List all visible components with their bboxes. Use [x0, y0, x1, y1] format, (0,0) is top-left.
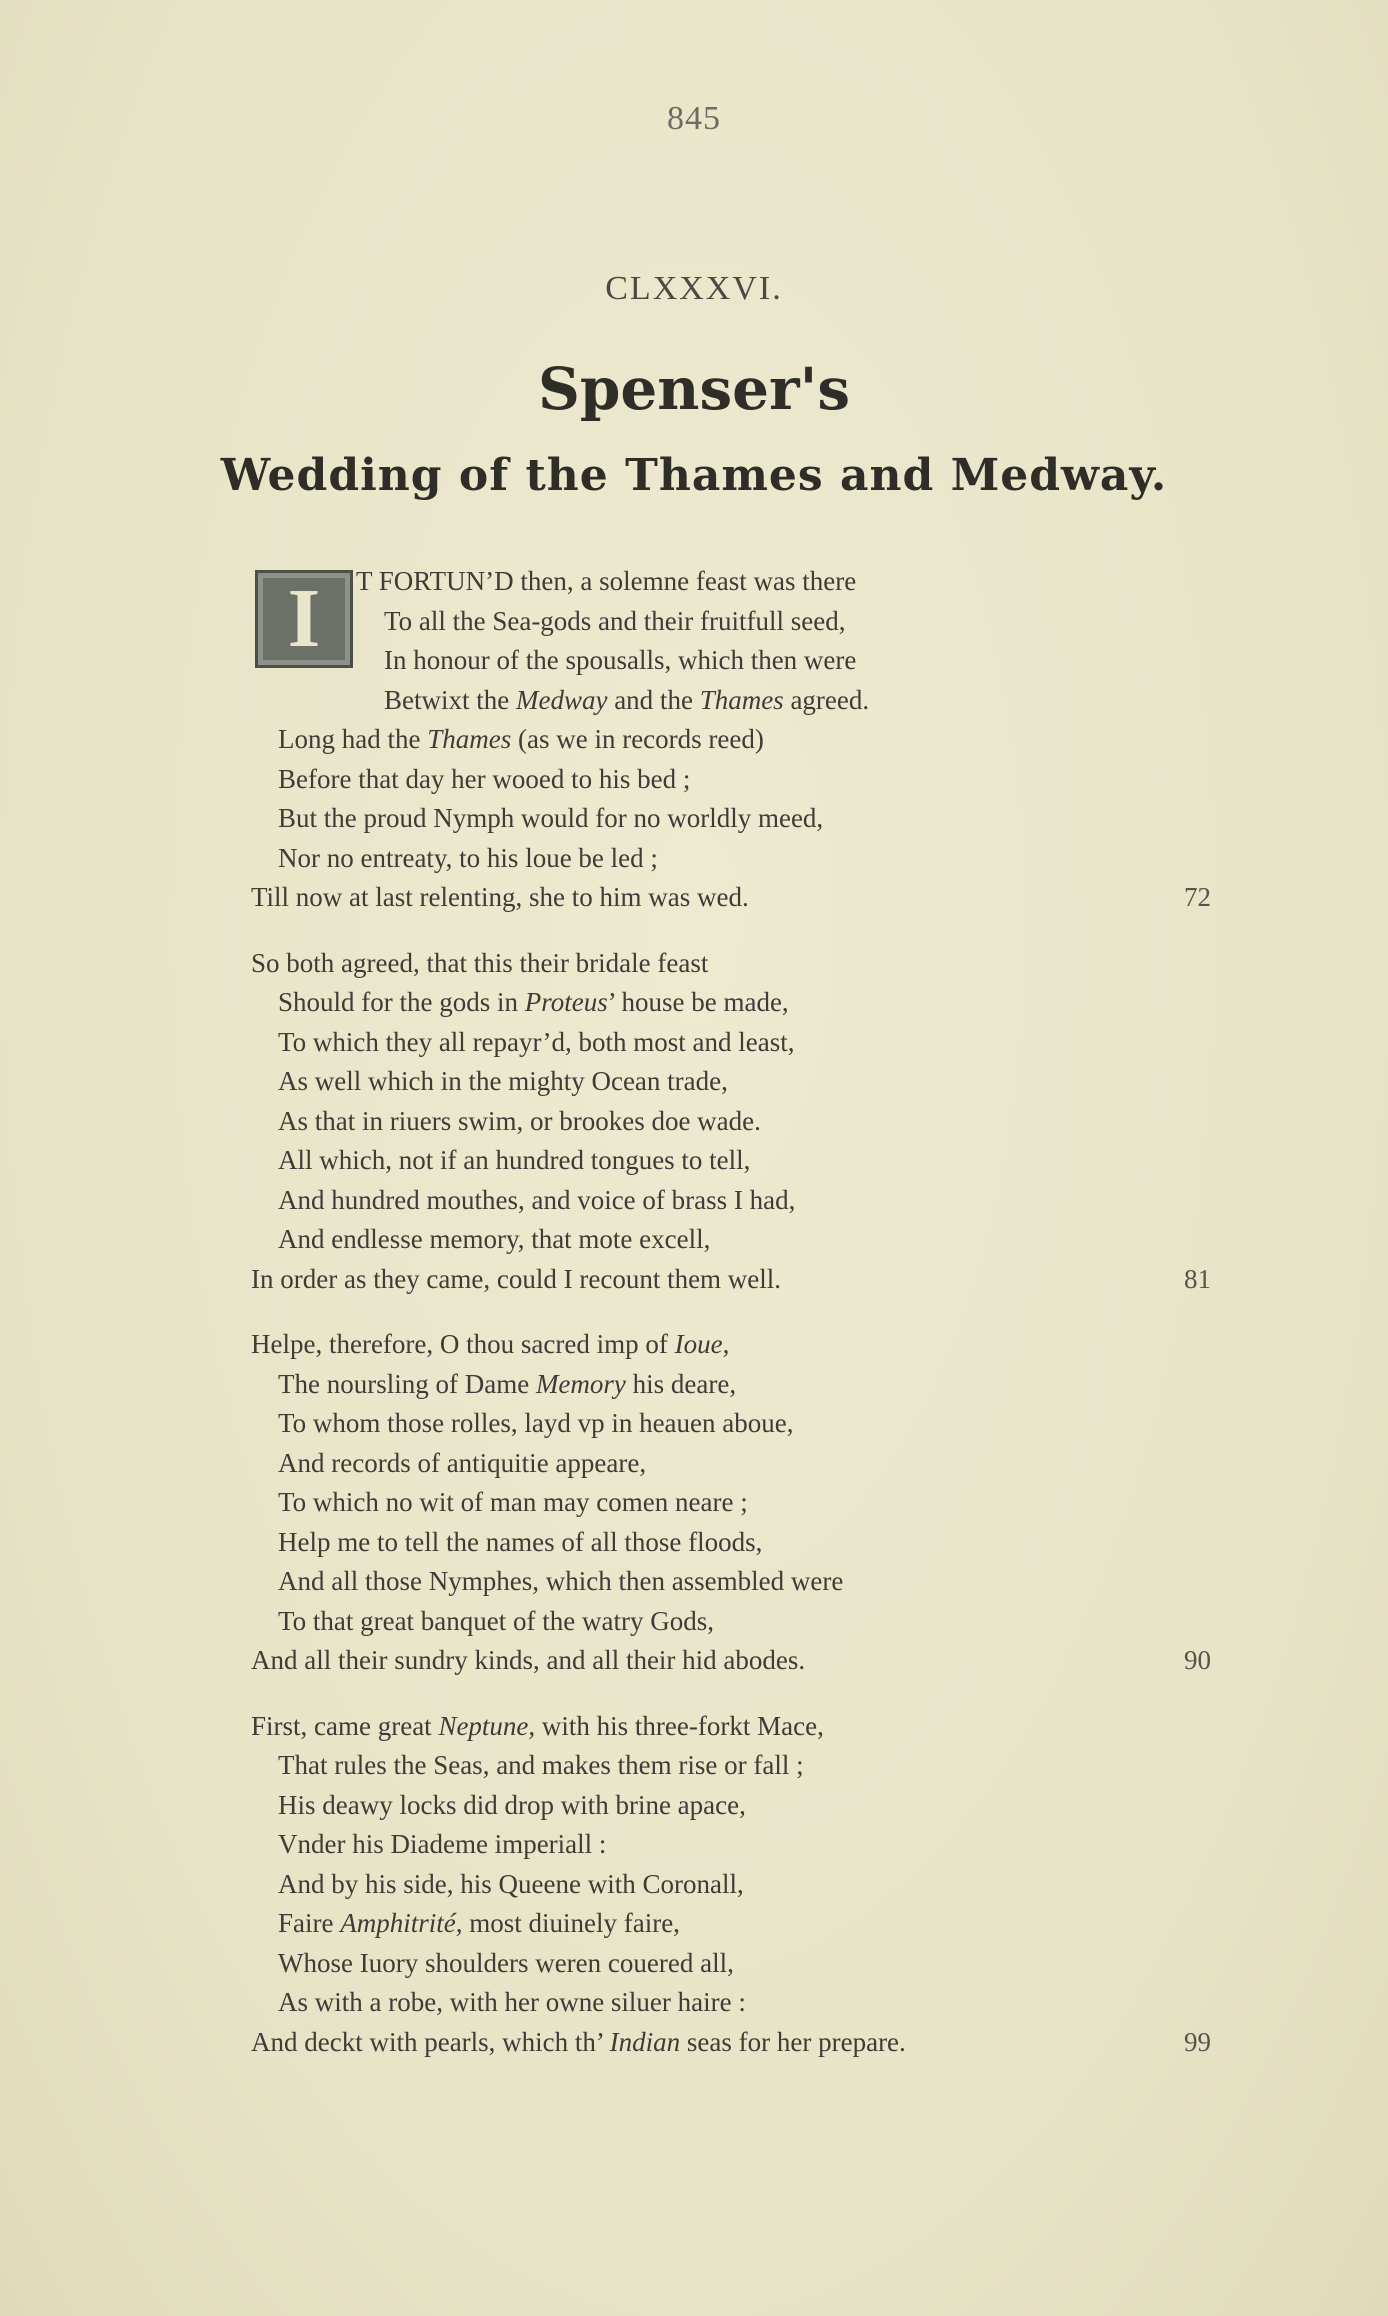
italic-text: Thames	[699, 684, 784, 715]
verse-line	[251, 1404, 1231, 1444]
verse-text: Before that day her wooed to his bed ;	[278, 763, 691, 794]
verse-text: T FORTUN’D then, a solemne feast was there	[356, 566, 857, 596]
verse-line	[251, 760, 1231, 800]
verse-line	[251, 1483, 1231, 1523]
line-number: 81	[1184, 1263, 1211, 1294]
verse-text: seas for her prepare.	[680, 2026, 906, 2057]
verse-text: As well which in the mighty Ocean trade,	[278, 1066, 728, 1096]
verse-text: So both agreed, that this their bridale feast	[251, 947, 709, 978]
verse-text: his deare,	[625, 1368, 737, 1399]
verse-text: with his three-forkt Mace,	[535, 1710, 824, 1741]
italic-text: Thames	[427, 724, 512, 754]
verse-text: And by his side, his Queene with Coronall,	[278, 1868, 744, 1899]
verse-line	[251, 1983, 1231, 2023]
verse-line	[251, 1786, 1231, 1826]
verse-line	[251, 1365, 1231, 1405]
verse-line	[251, 1865, 1231, 1905]
verse-line	[251, 1260, 1231, 1300]
verse-text: The noursling of Dame	[278, 1368, 536, 1399]
verse-text: ’ house be made,	[607, 987, 789, 1017]
italic-text: Proteus	[524, 987, 608, 1017]
verse-text: In honour of the spousalls, which then were	[384, 645, 857, 675]
verse-text: That rules the Seas, and makes them rise or fall ;	[278, 1750, 804, 1780]
verse-text: Long had the	[278, 724, 428, 754]
italic-text: Ioue,	[674, 1329, 730, 1359]
verse-line	[251, 1325, 1231, 1365]
ornamental-dropcap: I	[255, 570, 353, 668]
verse-text: And endlesse memory, that mote excell,	[278, 1224, 711, 1254]
verse-line	[251, 1707, 1231, 1747]
verse-text: To which no wit of man may comen neare ;	[278, 1487, 748, 1517]
verse-text: Betwixt the	[384, 684, 516, 715]
italic-text: Indian	[609, 2026, 681, 2057]
verse-text: And all their sundry kinds, and all their hid abodes.	[251, 1645, 806, 1675]
verse-text: But the proud Nymph would for no worldly meed,	[278, 803, 824, 833]
verse-text: Vnder his Diademe imperiall :	[278, 1829, 607, 1859]
stanza	[251, 1707, 1231, 2063]
italic-text: Neptune,	[438, 1710, 536, 1741]
verse-line	[251, 602, 1231, 642]
verse-text: And all those Nymphes, which then assembled were	[278, 1566, 844, 1596]
verse-line	[251, 944, 1231, 984]
verse-text: and the	[607, 684, 700, 715]
stanza	[251, 944, 1231, 1300]
verse-line	[251, 2023, 1231, 2063]
verse-line	[251, 839, 1231, 879]
stanza	[251, 562, 1231, 918]
verse-line	[251, 983, 1231, 1023]
verse-text: And hundred mouthes, and voice of brass I had,	[278, 1184, 796, 1215]
verse-line	[251, 1944, 1231, 1984]
verse-text: As with a robe, with her owne siluer haire :	[278, 1987, 746, 2017]
verse-line	[251, 1562, 1231, 1602]
verse-line	[251, 1023, 1231, 1063]
verse-line	[251, 720, 1231, 760]
verse-text: Should for the gods in	[278, 987, 525, 1017]
verse-text: All which, not if an hundred tongues to tell,	[278, 1145, 751, 1175]
verse-line	[251, 1904, 1231, 1944]
verse-line	[251, 1062, 1231, 1102]
verse-text: most diuinely faire,	[462, 1908, 680, 1938]
verse-line	[251, 1523, 1231, 1563]
page-number: 845	[667, 100, 721, 137]
verse-text: And records of antiquitie appeare,	[278, 1447, 647, 1478]
verse-text: Nor no entreaty, to his loue be led ;	[278, 842, 658, 873]
verse-text: (as we in records reed)	[511, 724, 764, 754]
verse-line	[251, 681, 1231, 721]
verse-text: agreed.	[783, 684, 870, 715]
verse-text: Help me to tell the names of all those floods,	[278, 1526, 763, 1557]
verse-text: Till now at last relenting, she to him was wed.	[251, 882, 749, 912]
verse-line	[251, 878, 1231, 918]
poem-title: Spenser's	[537, 355, 851, 423]
verse-text: To which they all repayr’d, both most and least,	[278, 1026, 795, 1057]
verse-line	[251, 1181, 1231, 1221]
verse-line	[251, 641, 1231, 681]
italic-text: Amphitrité,	[340, 1908, 463, 1938]
verse-text: Whose Iuory shoulders weren couered all,	[278, 1947, 734, 1978]
verse-text: And deckt with pearls, which th’	[251, 2026, 610, 2057]
verse-text: In order as they came, could I recount them well.	[251, 1263, 782, 1294]
verse-text: Helpe, therefore, O thou sacred imp of	[251, 1329, 675, 1359]
verse-line	[251, 562, 1231, 602]
line-number: 90	[1184, 1645, 1211, 1675]
italic-text: Medway	[515, 684, 608, 715]
line-number: 99	[1184, 2026, 1211, 2057]
poem-number: CLXXXVI.	[605, 270, 783, 307]
verse-line	[251, 1602, 1231, 1642]
line-number: 72	[1184, 882, 1211, 912]
verse-line	[251, 1746, 1231, 1786]
verse-line	[251, 1444, 1231, 1484]
verse-line	[251, 1825, 1231, 1865]
verse-text: To all the Sea-gods and their fruitfull seed,	[384, 605, 846, 636]
verse-line	[251, 1220, 1231, 1260]
italic-text: Memory	[535, 1368, 626, 1399]
poem-subtitle: Wedding of the Thames and Medway.	[220, 450, 1168, 501]
verse-line	[251, 1102, 1231, 1142]
verse-line	[251, 1641, 1231, 1681]
verse-line	[251, 1141, 1231, 1181]
verse-text: First, came great	[251, 1710, 439, 1741]
verse-text: To whom those rolles, layd vp in heauen aboue,	[278, 1408, 794, 1438]
verse-text: Faire	[278, 1908, 341, 1938]
stanza	[251, 1325, 1231, 1681]
verse-line	[251, 799, 1231, 839]
verse-text: His deawy locks did drop with brine apace,	[278, 1789, 746, 1820]
verse-text: As that in riuers swim, or brookes doe wade.	[278, 1105, 761, 1136]
poem-body	[251, 562, 1231, 2088]
verse-text: To that great banquet of the watry Gods,	[278, 1605, 714, 1636]
